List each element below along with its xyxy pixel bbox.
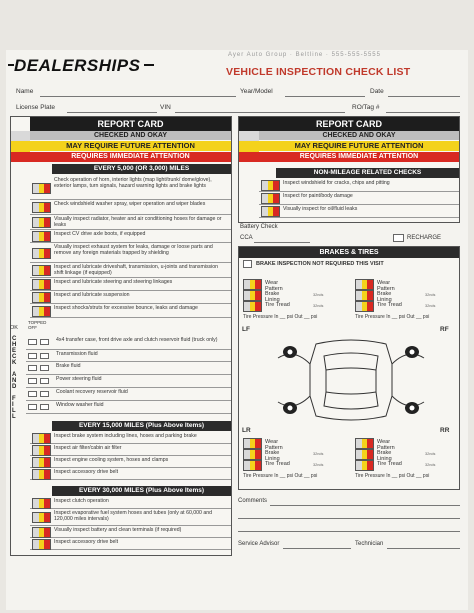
ok-checkbox[interactable] — [28, 339, 37, 345]
left-report-card-title: REPORT CARD — [30, 117, 231, 131]
tire-pressure-out-label: psi Out __ — [286, 314, 311, 320]
lf-label: LF — [242, 326, 250, 333]
inspection-item — [30, 263, 231, 278]
status-swatch[interactable] — [32, 469, 51, 480]
recharge-checkbox[interactable] — [393, 234, 404, 242]
lf-tire-tread-label: Tire Tread — [265, 302, 290, 308]
tire-pressure-in-label: Tire Pressure In __ — [355, 473, 399, 479]
left-legend-checked-okay: CHECKED AND OKAY — [30, 131, 231, 140]
vin-label: VIN — [160, 104, 171, 111]
status-swatch[interactable] — [261, 193, 280, 204]
year-model-label: Year/Model — [240, 88, 273, 95]
technician-field[interactable] — [387, 548, 460, 549]
lr-32nds-unit: 32nds — [313, 452, 324, 456]
inspection-item-text: Inspect accessory drive belt — [54, 469, 119, 475]
fluid-item-text: Window washer fluid — [56, 402, 104, 408]
page-title: VEHICLE INSPECTION CHECK LIST — [226, 66, 411, 78]
section-non-mileage: NON-MILEAGE RELATED CHECKS — [276, 168, 459, 178]
name-label: Name — [16, 88, 34, 95]
inspection-item — [30, 497, 231, 509]
rr-tire-pressure[interactable] — [355, 473, 429, 479]
comments-line-3[interactable] — [238, 531, 460, 532]
inspection-item-text: Inspect for paint/body damage — [283, 193, 353, 199]
ok-checkbox[interactable] — [28, 353, 37, 359]
inspection-item — [30, 526, 231, 538]
inspection-item-text: Inspect clutch operation — [54, 498, 109, 504]
status-swatch[interactable] — [32, 512, 51, 523]
license-plate-label: License Plate — [16, 104, 56, 111]
inspection-item-text: Visually inspect radiator, heater and air conditioning hoses for damage or leaks — [54, 216, 222, 228]
tire-pressure-in-label: Tire Pressure In __ — [355, 314, 399, 320]
inspection-item — [30, 432, 231, 444]
left-legend-future: MAY REQUIRE FUTURE ATTENTION — [30, 141, 231, 151]
inspection-item — [259, 205, 459, 218]
right-legend-swatch-ok — [239, 131, 259, 141]
rr-label: RR — [440, 427, 450, 434]
left-legend-swatch-future — [11, 141, 30, 152]
topped-off-checkbox[interactable] — [40, 391, 49, 397]
lr-tire-pressure[interactable] — [243, 473, 317, 479]
recharge-label: RECHARGE — [407, 235, 442, 241]
inspection-item — [30, 456, 231, 468]
left-legend-swatch-immediate — [11, 152, 30, 162]
inspection-item — [259, 192, 459, 205]
ok-column-label: OK — [10, 325, 18, 331]
vin-field[interactable] — [175, 112, 345, 113]
service-advisor-field[interactable] — [283, 548, 351, 549]
lr-brake-lining-label: Brake Lining — [265, 450, 280, 462]
status-swatch[interactable] — [32, 445, 51, 456]
rf-tire-tread-swatch[interactable] — [355, 301, 374, 312]
battery-check-label: Battery Check — [240, 224, 278, 230]
fluid-item-text: Power steering fluid — [56, 376, 102, 382]
inspection-item-text: Inspect and lubricate steering and steering linkages — [54, 279, 173, 285]
topped-off-checkbox[interactable] — [40, 378, 49, 384]
inspection-item-text: Inspect and lubricate driveshaft, transmission, u-joints and transmission shift linkage (if equipped) — [54, 264, 219, 276]
check-fill-letter: N — [12, 378, 17, 384]
inspection-item — [30, 176, 231, 200]
service-advisor-label: Service Advisor — [238, 541, 280, 547]
topped-off-checkbox[interactable] — [40, 365, 49, 371]
check-fill-letter: I — [12, 402, 14, 408]
inspection-item-text: Inspect shocks/struts for excessive bounce, leaks and damage — [54, 305, 198, 311]
status-swatch[interactable] — [32, 231, 51, 242]
rr-32nds-unit: 32nds — [425, 463, 436, 467]
lr-tire-tread-swatch[interactable] — [243, 460, 262, 471]
lf-32nds-unit: 32nds — [313, 293, 324, 297]
fluid-item — [26, 336, 231, 350]
status-swatch[interactable] — [32, 279, 51, 290]
ro-tag-field[interactable] — [386, 112, 460, 113]
status-swatch[interactable] — [32, 457, 51, 468]
lf-tire-pressure[interactable] — [243, 314, 317, 320]
fluid-item — [26, 375, 231, 388]
inspection-item-text: Visually inspect exhaust system for leaks, damage or loose parts and remove any foreign materials trapped by shielding — [54, 244, 213, 256]
lf-tire-tread-swatch[interactable] — [243, 301, 262, 312]
inspection-item-text: Inspect and lubricate suspension — [54, 292, 130, 298]
lf-32nds-unit: 32nds — [313, 304, 324, 308]
tire-pressure-psi-label: psi — [422, 314, 430, 320]
year-model-field[interactable] — [285, 96, 365, 97]
lf-wear-pattern-label: Wear Pattern — [265, 280, 283, 292]
topped-off-checkbox[interactable] — [40, 339, 49, 345]
lf-brake-lining-swatch[interactable] — [243, 290, 262, 301]
name-field[interactable] — [40, 96, 236, 97]
status-swatch[interactable] — [261, 180, 280, 191]
tire-pressure-in-label: Tire Pressure In __ — [243, 473, 287, 479]
right-legend-future: MAY REQUIRE FUTURE ATTENTION — [259, 141, 459, 151]
status-swatch[interactable] — [32, 202, 51, 213]
ro-tag-label: RO/Tag # — [352, 104, 380, 111]
status-swatch[interactable] — [32, 183, 51, 194]
rf-32nds-unit: 32nds — [425, 293, 436, 297]
inspection-item — [259, 179, 459, 192]
inspection-item-text: Inspect evaporative fuel system hoses and tubes (only at 60,000 and 120,000 miles intervals) — [54, 510, 213, 522]
rf-wear-pattern-label: Wear Pattern — [377, 280, 395, 292]
right-legend-immediate: REQUIRES IMMEDIATE ATTENTION — [259, 152, 459, 162]
rr-tire-tread-swatch[interactable] — [355, 460, 374, 471]
date-field[interactable] — [388, 96, 460, 97]
lf-wear-pattern-swatch[interactable] — [243, 279, 262, 290]
status-swatch[interactable] — [32, 539, 51, 550]
lr-wear-pattern-label: Wear Pattern — [265, 439, 283, 451]
tire-pressure-psi-label: psi — [310, 473, 318, 479]
rf-wear-pattern-swatch[interactable] — [355, 279, 374, 290]
inspection-item-text: Inspect brake system including lines, hoses and parking brake — [54, 433, 197, 439]
inspection-item — [30, 200, 231, 215]
vehicle-diagram-icon — [276, 334, 426, 426]
tire-pressure-out-label: psi Out __ — [286, 473, 311, 479]
inspection-item — [30, 444, 231, 456]
check-fill-letter: C — [12, 336, 17, 342]
check-fill-letter: E — [12, 348, 17, 354]
lr-label: LR — [242, 427, 251, 434]
license-plate-field[interactable] — [67, 112, 157, 113]
status-swatch[interactable] — [32, 292, 51, 303]
inspection-item-text: Inspect windshield for cracks, chips and pitting — [283, 180, 390, 186]
status-swatch[interactable] — [32, 265, 51, 276]
right-legend-swatch-immediate — [239, 152, 259, 162]
rf-brake-lining-label: Brake Lining — [377, 291, 392, 303]
fluid-item-text: 4x4 transfer case, front drive axle and clutch reservoir fluid (truck only) — [56, 337, 218, 343]
inspection-item — [30, 509, 231, 526]
comments-line-2[interactable] — [238, 518, 460, 519]
ok-checkbox[interactable] — [28, 365, 37, 371]
inspection-item — [30, 215, 231, 230]
inspection-item-text: Inspect accessory drive belt — [54, 539, 119, 545]
check-fill-letter: L — [12, 408, 16, 414]
inspection-item-text: Check windshield washer spray, wiper operation and wiper blades — [54, 201, 206, 207]
brakes-tires-title: BRAKES & TIRES — [239, 247, 459, 258]
topped-off-checkbox[interactable] — [40, 353, 49, 359]
comments-label: Comments — [238, 498, 268, 504]
rf-tire-tread-label: Tire Tread — [377, 302, 402, 308]
status-swatch[interactable] — [261, 206, 280, 217]
right-legend-checked-okay: CHECKED AND OKAY — [259, 131, 459, 140]
rr-brake-lining-swatch[interactable] — [355, 449, 374, 460]
status-swatch[interactable] — [32, 498, 51, 509]
left-legend-immediate: REQUIRES IMMEDIATE ATTENTION — [30, 152, 231, 162]
ok-checkbox[interactable] — [28, 391, 37, 397]
check-fill-letter: H — [12, 342, 17, 348]
inspection-item-text: Visually inspect for oil/fluid leaks — [283, 206, 358, 212]
inspection-item-text: Inspect CV drive axle boots, if equipped — [54, 231, 146, 237]
rf-label: RF — [440, 326, 449, 333]
lr-32nds-unit: 32nds — [313, 463, 324, 467]
status-swatch[interactable] — [32, 306, 51, 317]
section-5000-miles: EVERY 5,000 (OR 3,000) MILES — [52, 164, 231, 174]
check-fill-letter: C — [12, 354, 17, 360]
brake-not-required-checkbox[interactable] — [243, 260, 252, 268]
ok-checkbox[interactable] — [28, 404, 37, 410]
inspection-item — [30, 291, 231, 304]
topped-off-column-label: TOPPED OFF — [28, 320, 47, 330]
rr-tire-tread-label: Tire Tread — [377, 461, 402, 467]
status-swatch[interactable] — [32, 217, 51, 228]
fluid-item-text: Transmission fluid — [56, 351, 98, 357]
rr-wear-pattern-swatch[interactable] — [355, 438, 374, 449]
rr-32nds-unit: 32nds — [425, 452, 436, 456]
cca-field[interactable] — [254, 242, 310, 243]
lr-wear-pattern-swatch[interactable] — [243, 438, 262, 449]
check-fill-letter: D — [12, 384, 17, 390]
fluid-item — [26, 362, 231, 375]
check-fill-letter: K — [12, 360, 17, 366]
status-swatch[interactable] — [32, 527, 51, 538]
lr-brake-lining-swatch[interactable] — [243, 449, 262, 460]
cca-label: CCA — [240, 235, 253, 241]
topped-off-checkbox[interactable] — [40, 404, 49, 410]
rf-brake-lining-swatch[interactable] — [355, 290, 374, 301]
dealership-logo: DEALERSHIPS — [14, 56, 141, 75]
inspection-item — [30, 468, 231, 480]
fluid-item — [26, 388, 231, 401]
inspection-item — [30, 230, 231, 243]
check-fill-letter: L — [12, 414, 16, 420]
fluid-item-text: Coolant recovery reservoir fluid — [56, 389, 128, 395]
inspection-item — [30, 278, 231, 291]
rf-tire-pressure[interactable] — [355, 314, 429, 320]
technician-label: Technician — [355, 541, 384, 547]
right-legend-swatch-future — [239, 141, 259, 152]
tire-pressure-in-label: Tire Pressure In __ — [243, 314, 287, 320]
inspection-item-text: Visually inspect battery and clean terminals (if required) — [54, 527, 182, 533]
fluid-item — [26, 350, 231, 362]
right-report-card-title: REPORT CARD — [239, 117, 459, 131]
status-swatch[interactable] — [32, 248, 51, 259]
date-label: Date — [370, 88, 384, 95]
inspection-item-text: Inspect air filter/cabin air filter — [54, 445, 122, 451]
inspection-item-text: Check operation of horn, interior lights (map light/trunk/ dome/glove), exterior lamps, turn signals, hazard warning lights and brake lights — [54, 177, 212, 189]
section-30000-miles: EVERY 30,000 MILES (Plus Above Items) — [52, 486, 231, 496]
rr-wear-pattern-label: Wear Pattern — [377, 439, 395, 451]
ok-checkbox[interactable] — [28, 378, 37, 384]
rr-brake-lining-label: Brake Lining — [377, 450, 392, 462]
rf-32nds-unit: 32nds — [425, 304, 436, 308]
status-swatch[interactable] — [32, 433, 51, 444]
check-fill-letter: F — [12, 396, 16, 402]
dealer-address-line: Ayer Auto Group · Beltline · 555-555-5555 — [228, 52, 381, 58]
tire-pressure-out-label: psi Out __ — [398, 314, 423, 320]
lf-brake-lining-label: Brake Lining — [265, 291, 280, 303]
inspection-item — [30, 304, 231, 318]
section-15000-miles: EVERY 15,000 MILES (Plus Above Items) — [52, 421, 231, 431]
lr-tire-tread-label: Tire Tread — [265, 461, 290, 467]
inspection-item — [30, 243, 231, 263]
tire-pressure-out-label: psi Out __ — [398, 473, 423, 479]
left-legend-swatch-ok — [11, 131, 30, 141]
brake-not-required-label: BRAKE INSPECTION NOT REQUIRED THIS VISIT — [256, 261, 384, 267]
tire-pressure-psi-label: psi — [310, 314, 318, 320]
inspection-item-text: Inspect engine cooling system, hoses and clamps — [54, 457, 169, 463]
fluid-item — [26, 401, 231, 414]
tire-pressure-psi-label: psi — [422, 473, 430, 479]
inspection-item — [30, 538, 231, 550]
comments-field[interactable] — [270, 505, 460, 506]
check-fill-letter: A — [12, 372, 17, 378]
fluid-item-text: Brake fluid — [56, 363, 81, 369]
